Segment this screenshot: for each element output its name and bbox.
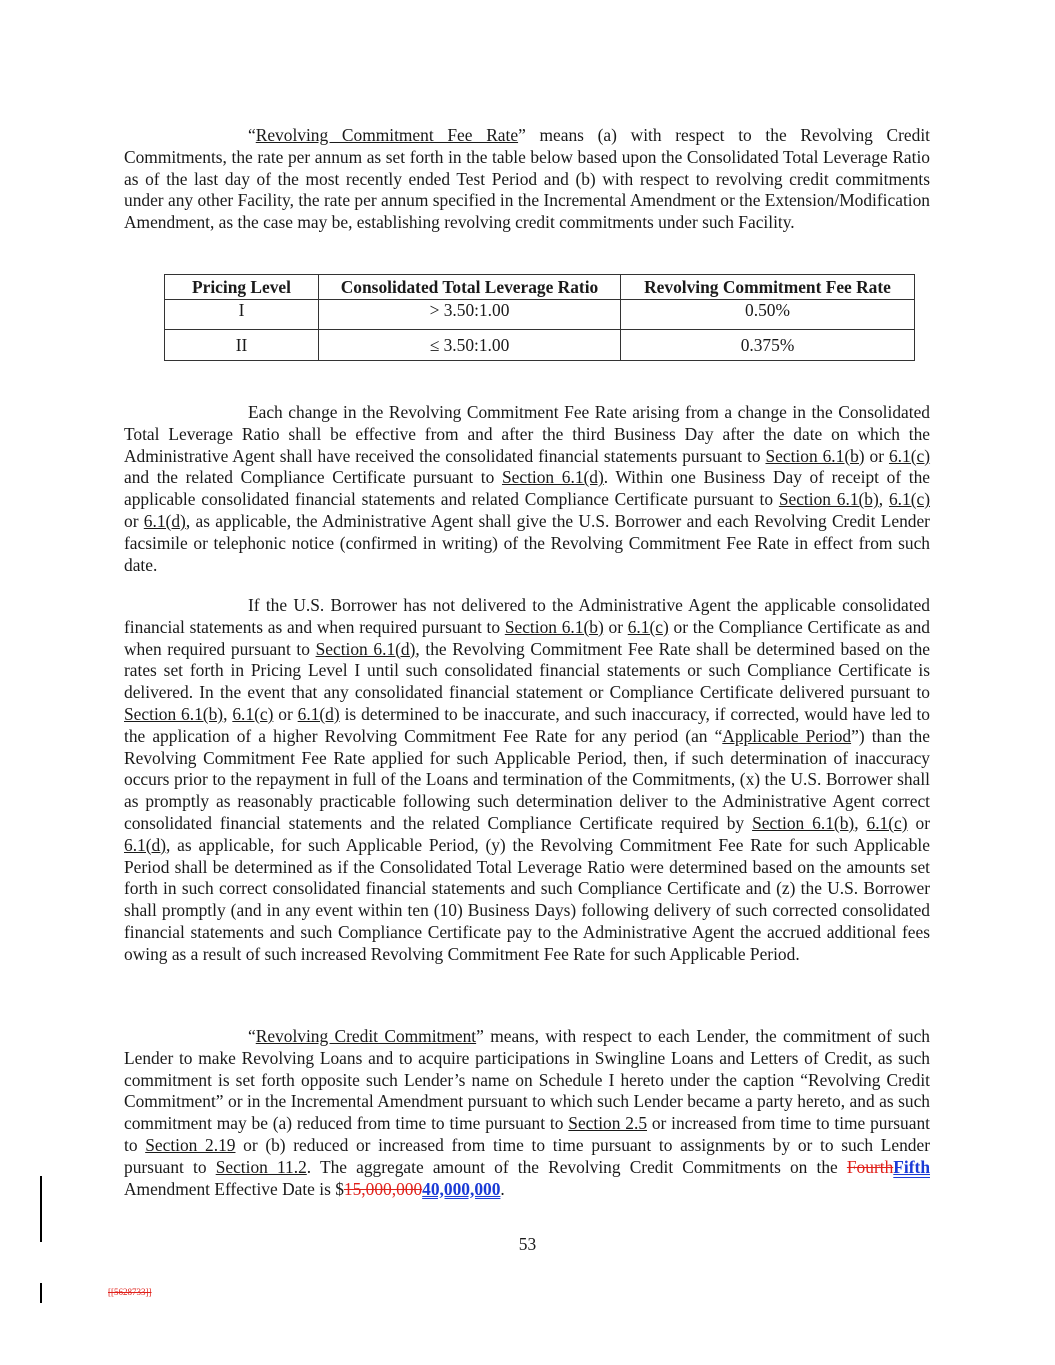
section-reference: Section 6.1(d) [315, 638, 416, 659]
section-reference: 6.1(c) [888, 489, 930, 510]
table-cell: 0.50% [621, 300, 915, 330]
section-reference: 6.1(c) [888, 445, 931, 466]
definition-text: ” means (a) with respect to the Revolving Credit Commitments, the rate per annum as set forth in the table below based upon the Consolidated Total Leverage Ratio as of the last day of the most recently ended Test Period and (b) with respect to revolving credit commitments under any other Facility, the rate per annum specified in the Incremental Amendment or the Extension/Modification Amendment, as the case may be, establishing revolving credit commitments under such Facility. [124, 125, 931, 233]
defined-term: Revolving Credit Commitment [255, 1026, 477, 1046]
inserted-text: Fifth [893, 1156, 930, 1177]
defined-term: Revolving Commitment Fee Rate [255, 125, 519, 145]
page-number: 53 [518, 1234, 537, 1254]
deleted-text: 15,000,000 [343, 1178, 423, 1199]
section-reference: Section 2.5 [568, 1113, 648, 1134]
header-fee-rate: Revolving Commitment Fee Rate [621, 275, 915, 300]
deleted-text: Fourth [846, 1156, 894, 1177]
table-row [165, 330, 915, 361]
document-id: [[5628733]] [108, 1287, 152, 1297]
change-bar [40, 1283, 42, 1303]
paragraph-non-delivery: If the U.S. Borrower has not delivered to the Administrative Agent the applicable consolidated financial statements as and when required pursuant to Section 6.1(b) or 6.1(c) or the Compliance Certificate as and when required pursuant to Section 6.1(d), the Revolving Commitment Fee Rate shall be determined based on the rates set forth in Pricing Level I until such consolidated financial statements or such Compliance Certificate is delivered. In the event that any consolidated financial statement or Compliance Certificate delivered pursuant to Section 6.1(b), 6.1(c) or 6.1(d) is determined to be inaccurate, and such inaccuracy, if corrected, would have led to the application of a higher Revolving Commitment Fee Rate for any period (an “Applicable Period”) than the Revolving Commitment Fee Rate applied for such Applicable Period, then, if such determination of inaccuracy occurs prior to the repayment in full of the Loans and termination of the Commitments, (x) the U.S. Borrower shall as promptly as reasonably practicable following such determination deliver to the Administrative Agent correct consolidated financial statements and the related Compliance Certificate required by Section 6.1(b), 6.1(c) or 6.1(d), as applicable, for such Applicable Period, (y) the Revolving Commitment Fee Rate for such Applicable Period shall be determined as if the Consolidated Total Leverage Ratio were determined based on the amounts set forth in such correct consolidated financial statements and such Compliance Certificate and (z) the U.S. Borrower shall promptly (and in any event within ten (10) Business Days) following delivery of such corrected consolidated financial statements and such Compliance Certificate pay to the Administrative Agent the accrued additional fees owing as a result of such increased Revolving Commitment Fee Rate for such Applicable Period. [124, 595, 931, 964]
section-reference: Section 6.1(b) [504, 616, 604, 637]
open-quote: “ [248, 125, 256, 145]
section-reference: Section 2.19 [145, 1134, 236, 1155]
paragraph-fee-rate-change: Each change in the Revolving Commitment Fee Rate arising from a change in the Consolidated Total Leverage Ratio shall be effective from and after the third Business Day after the date on which the Administrative Agent shall have received the consolidated financial statements pursuant to Section 6.1(b) or 6.1(c) and the related Compliance Certificate pursuant to Section 6.1(d). Within one Business Day of receipt of the applicable consolidated financial statements and related Compliance Certificate pursuant to Section 6.1(b), 6.1(c) or 6.1(d), as applicable, the Administrative Agent shall give the U.S. Borrower and each Revolving Credit Lender facsimile or telephonic notice (confirmed in writing) of the Revolving Commitment Fee Rate in effect from such date. [124, 402, 931, 575]
change-bar [40, 1176, 42, 1242]
section-reference: Section 6.1(d) [501, 467, 604, 488]
defined-term: Applicable Period [722, 725, 852, 746]
section-reference: Section 6.1(b) [124, 703, 224, 724]
section-reference: 6.1(d) [124, 834, 167, 855]
table-cell: 0.375% [621, 330, 915, 361]
section-reference: Section 6.1(b) [778, 489, 879, 510]
section-reference: 6.1(d) [297, 703, 340, 724]
table-cell: I [165, 300, 319, 330]
table-header-row [165, 275, 915, 300]
table-cell: > 3.50:1.00 [319, 300, 621, 330]
section-reference: 6.1(c) [866, 812, 908, 833]
section-reference: Section 6.1(b) [765, 445, 865, 466]
definition-revolving-commitment-fee-rate [124, 125, 930, 234]
section-reference: Section 11.2 [215, 1156, 307, 1177]
section-reference: Section 6.1(b) [752, 812, 855, 833]
table-cell: ≤ 3.50:1.00 [319, 330, 621, 361]
inserted-text: 40,000,000 [422, 1178, 501, 1199]
section-reference: 6.1(c) [232, 703, 274, 724]
section-reference: 6.1(c) [627, 616, 669, 637]
table-row [165, 300, 915, 330]
header-leverage-ratio: Consolidated Total Leverage Ratio [319, 275, 621, 300]
table-cell: II [165, 330, 319, 361]
section-reference: 6.1(d) [143, 510, 186, 531]
header-pricing-level: Pricing Level [165, 275, 319, 300]
fee-rate-table [164, 274, 915, 361]
definition-revolving-credit-commitment: “Revolving Credit Commitment” means, with respect to each Lender, the commitment of such Lender to make Revolving Loans and to acquire participations in Swingline Loans and Letters of Credit, as such commitment is set forth opposite such Lender’s name on Schedule I hereto under the caption “Revolving Credit Commitment” or in the Incremental Amendment pursuant to which such Lender became a party hereto, and as such commitment may be (a) reduced from time to time pursuant to Section 2.5 or increased from time to time pursuant to Section 2.19 or (b) reduced or increased from time to time pursuant to assignments by or to such Lender pursuant to Section 11.2. The aggregate amount of the Revolving Credit Commitments on the FourthFifth Amendment Effective Date is $15,000,00040,000,000. [124, 1026, 930, 1199]
